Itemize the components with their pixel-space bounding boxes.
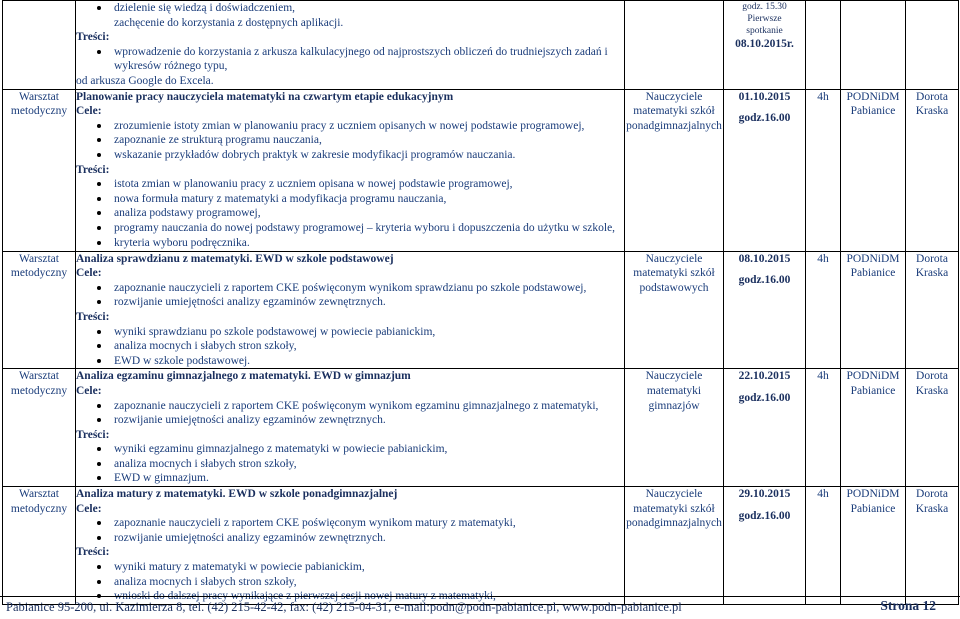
list-item: analiza mocnych i słabych stron szkoły, [76,575,624,590]
content-label: Treści: [76,163,110,176]
content-list [76,325,624,369]
workshop-title: Analiza sprawdzianu z matematyki. EWD w szkole podstawowej [76,252,394,265]
hours-cell: 4h [806,369,841,487]
goals-label: Cele: [76,502,102,515]
goals-list [76,399,624,428]
content-list [76,45,624,74]
list-item: wprowadzenie do korzystania z arkusza kalkulacyjnego od najprostszych obliczeń do trudniejszych zadań i wykresów różnego typu, [76,45,624,74]
date-cell [724,487,806,605]
list-item: dzielenie się wiedzą i doświadczeniem, [76,1,624,16]
list-item: zapoznanie nauczycieli z raportem CKE poświęconym wynikom egzaminu gimnazjalnego z matematyki, [76,399,624,414]
leader-cell: Dorota Kraska [906,251,959,369]
description-cell [76,369,625,487]
table-row [3,251,959,369]
goals-list [76,119,624,163]
list-item: EWD w gimnazjum. [76,471,624,486]
list-item: analiza podstawy programowej, [76,206,624,221]
audience-cell: Nauczyciele matematyki gimnazjów [625,369,724,487]
form-cell: Warsztat metodyczny [3,487,76,605]
date-text: 08.10.2015 [738,252,791,265]
page-number: Strona 12 [880,598,936,613]
list-item: rozwijanie umiejętności analizy egzaminów zewnętrznych. [76,413,624,428]
list-item: wyniki matury z matematyki w powiecie pabianickim, [76,560,624,575]
time-text: godz.16.00 [738,391,791,404]
description-cell [76,1,625,90]
time-text: godz.16.00 [738,112,791,125]
page-footer [0,596,960,619]
list-item: zachęcenie do korzystania z dostępnych aplikacji. [114,16,344,29]
content-list [76,177,624,250]
table-row [3,369,959,487]
goals-label: Cele: [76,384,102,397]
leader-cell: Dorota Kraska [906,369,959,487]
list-item: rozwijanie umiejętności analizy egzaminów zewnętrznych. [76,295,624,310]
time-text: godz.16.00 [738,509,791,522]
leader-cell: Dorota Kraska [906,89,959,251]
list-item: zrozumienie istoty zmian w planowaniu pracy z uczniem opisanych w nowej podstawie programowej, [76,119,624,134]
list-item: rozwijanie umiejętności analizy egzaminów zewnętrznych. [76,531,624,546]
workshop-title: Planowanie pracy nauczyciela matematyki na czwartym etapie edukacyjnym [76,90,454,103]
date-text: 08.10.2015r. [735,38,794,50]
form-cell [3,1,76,90]
form-cell: Warsztat metodyczny [3,251,76,369]
list-item: analiza mocnych i słabych stron szkoły, [76,339,624,354]
hours-cell: 4h [806,251,841,369]
list-item: zapoznanie nauczycieli z raportem CKE poświęconym wynikom matury z matematyki, [76,516,624,531]
date-cell [724,89,806,251]
audience-cell: Nauczyciele matematyki szkół ponadgimnazjalnych [625,487,724,605]
table-row [3,487,959,605]
content-label: Treści: [76,310,110,323]
hours-cell: 4h [806,487,841,605]
date-cell [724,251,806,369]
description-cell [76,89,625,251]
content-label: Treści: [76,31,110,44]
place-cell: PODNiDM Pabianice [841,251,906,369]
form-cell: Warsztat metodyczny [3,89,76,251]
place-cell [841,1,906,90]
content-label: Treści: [76,546,110,559]
hours-cell: 4h [806,89,841,251]
list-item: wnioski do dalszej pracy wynikające z pierwszej sesji nowej matury z matematyki, [76,589,624,604]
list-item: wyniki sprawdzianu po szkole podstawowej w powiecie pabianickim, [76,325,624,340]
date-cell [724,1,806,90]
goals-label: Cele: [76,267,102,280]
list-item: programy nauczania do nowej podstawy programowej – kryteria wyboru i dopuszczenia do użytku w szkole, [76,221,624,236]
list-item: zapoznanie nauczycieli z raportem CKE poświęconym wynikom sprawdzianu po szkole podstawowej, [76,281,624,296]
content-label: Treści: [76,428,110,441]
list-item: wyniki egzaminu gimnazjalnego z matematyki w powiecie pabianickim, [76,442,624,457]
date-cell [724,369,806,487]
place-cell: PODNiDM Pabianice [841,89,906,251]
meeting-note: Pierwsze [747,14,782,24]
list-item: analiza mocnych i słabych stron szkoły, [76,457,624,472]
leader-cell: Dorota Kraska [906,487,959,605]
list-item: zapoznanie ze strukturą programu nauczania, [76,133,624,148]
place-cell: PODNiDM Pabianice [841,487,906,605]
description-cell [76,251,625,369]
goals-list [76,516,624,545]
table-row [3,1,959,90]
date-text: 29.10.2015 [738,488,791,501]
table-row [3,89,959,251]
date-text: 01.10.2015 [738,90,791,103]
workshop-title: Analiza egzaminu gimnazjalnego z matematyki. EWD w gimnazjum [76,370,411,383]
content-list [76,442,624,486]
hours-cell [806,1,841,90]
date-text: 22.10.2015 [738,370,791,383]
goals-label: Cele: [76,105,102,118]
time-text: godz.16.00 [738,274,791,287]
description-cell [76,487,625,605]
list-item: kryteria wyboru podręcznika. [76,236,624,251]
place-cell: PODNiDM Pabianice [841,369,906,487]
time-text: godz. 15.30 [742,2,787,12]
list-item: istota zmian w planowaniu pracy z uczniem opisana w nowej podstawie programowej, [76,177,624,192]
audience-cell: Nauczyciele matematyki szkół ponadgimnazjalnych [625,89,724,251]
list-item: nowa formuła matury z matematyki a modyfikacja programu nauczania, [76,192,624,207]
audience-cell: Nauczyciele matematyki szkół podstawowych [625,251,724,369]
content-tail: od arkusza Google do Excela. [76,74,214,87]
training-schedule-table [2,0,959,605]
goals-list [76,281,624,310]
footer-address: Pabianice 95-200, ul. Kazimierza 8, tel. (42) 215-42-42, fax: (42) 215-04-31, e-mail:podn@podn-pabianice.pl, www.podn-pabianice.pl [6,600,682,614]
audience-cell [625,1,724,90]
meeting-note: spotkanie [746,26,783,36]
list-item: EWD w szkole podstawowej. [76,354,624,369]
goals-list [76,1,624,30]
leader-cell [906,1,959,90]
form-cell: Warsztat metodyczny [3,369,76,487]
workshop-title: Analiza matury z matematyki. EWD w szkole ponadgimnazjalnej [76,488,398,501]
list-item: wskazanie przykładów dobrych praktyk w zakresie modyfikacji programów nauczania. [76,148,624,163]
